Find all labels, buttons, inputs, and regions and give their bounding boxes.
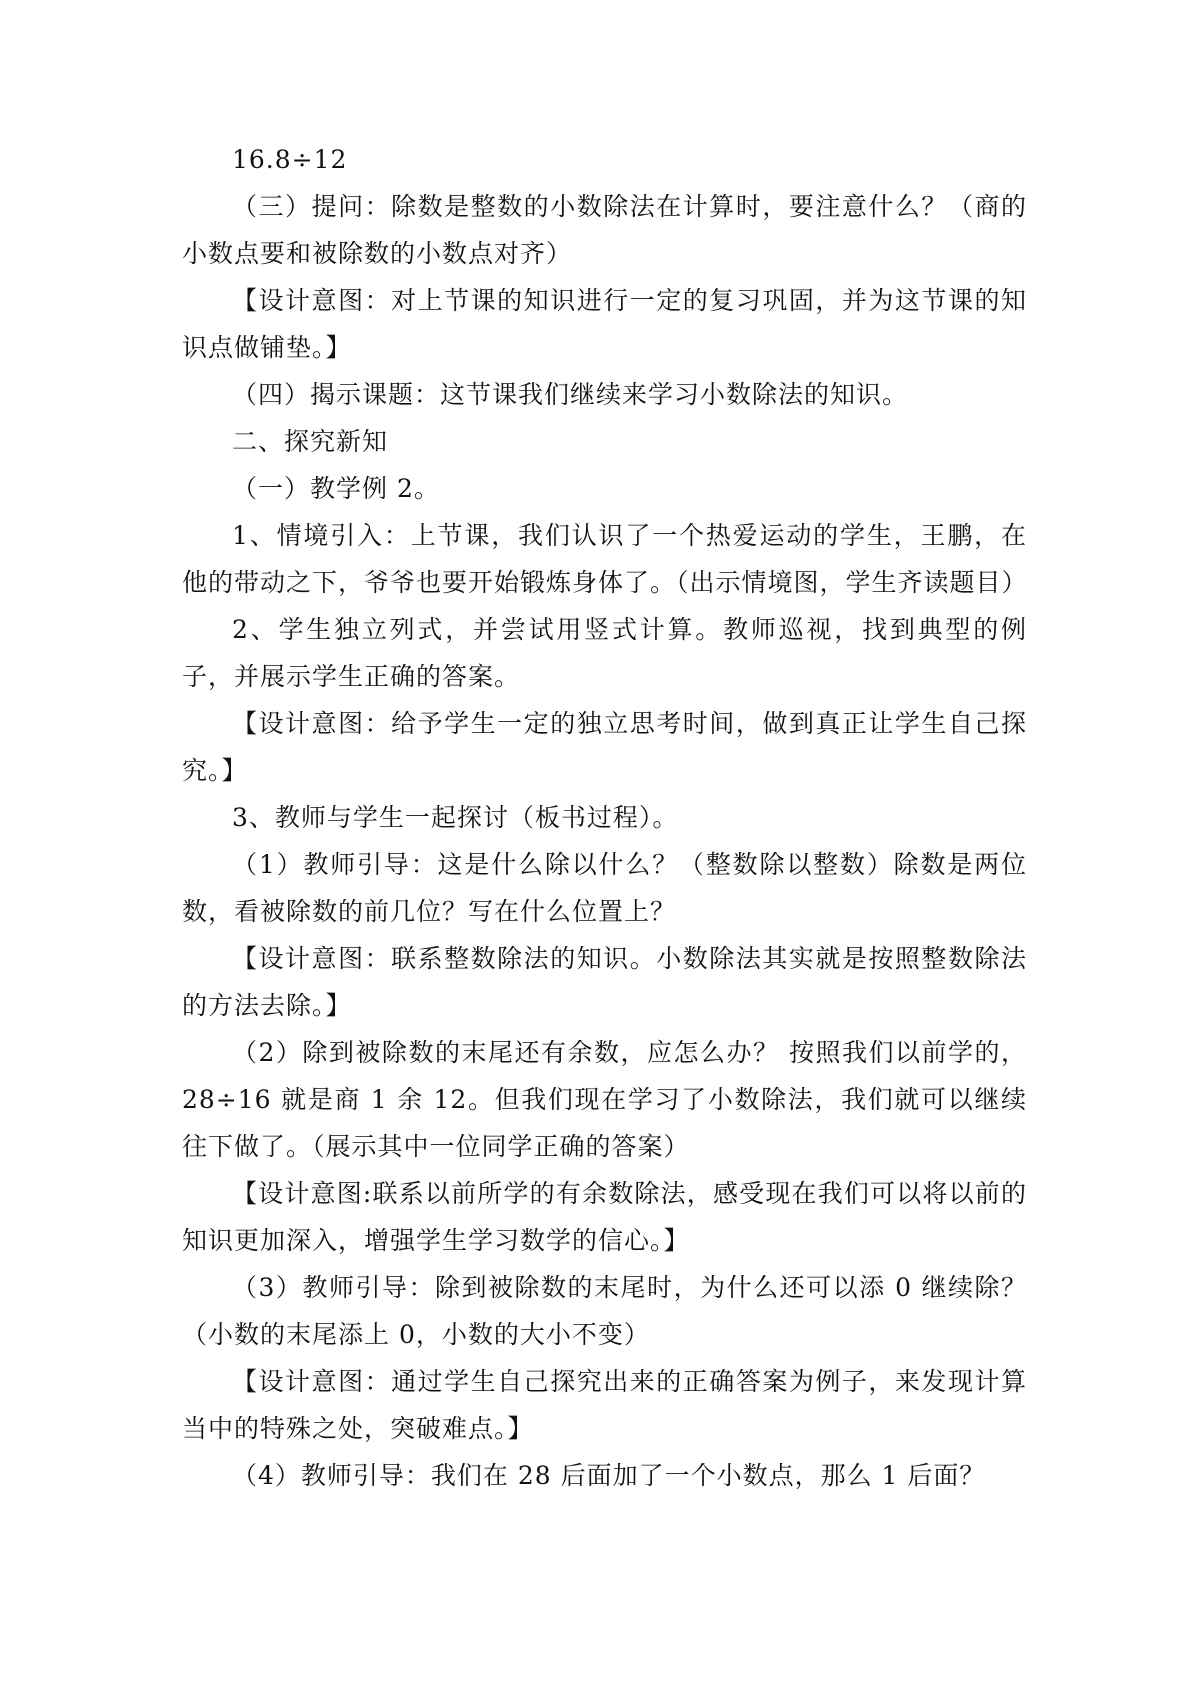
paragraph-design-intent: 【设计意图：给予学生一定的独立思考时间，做到真正让学生自己探究。】 (182, 709, 1027, 785)
paragraph-step-3: 3、教师与学生一起探讨（板书过程）。 (232, 803, 679, 832)
document-body (182, 136, 1027, 1499)
paragraph-substep-3: （3）教师引导：除到被除数的末尾时，为什么还可以添 0 继续除？（小数的末尾添上 0，小数的大小不变） (182, 1273, 1027, 1349)
paragraph-substep-2: （2）除到被除数的末尾还有余数，应怎么办？ 按照我们以前学的，28÷16 就是商 1 余 12。但我们现在学习了小数除法，我们就可以继续往下做了。（展示其中一位同学正确的答案） (182, 1038, 1027, 1161)
section-heading: 二、探究新知 (232, 427, 389, 456)
subsection-heading: （一）教学例 2。 (232, 474, 440, 503)
paragraph-substep-4: （4）教师引导：我们在 28 后面加了一个小数点，那么 1 后面？ (232, 1461, 986, 1490)
paragraph-design-intent: 【设计意图：通过学生自己探究出来的正确答案为例子，来发现计算当中的特殊之处，突破难点。】 (182, 1367, 1027, 1443)
paragraph-design-intent: 【设计意图：联系整数除法的知识。小数除法其实就是按照整数除法的方法去除。】 (182, 944, 1027, 1020)
paragraph-question-3: （三）提问：除数是整数的小数除法在计算时，要注意什么？（商的小数点要和被除数的小数点对齐） (182, 192, 1027, 268)
paragraph-design-intent: 【设计意图:联系以前所学的有余数除法，感受现在我们可以将以前的知识更加深入，增强学生学习数学的信心。】 (182, 1179, 1027, 1255)
paragraph-step-1: 1、情境引入：上节课，我们认识了一个热爱运动的学生，王鹏，在他的带动之下，爷爷也要开始锻炼身体了。（出示情境图，学生齐读题目） (182, 521, 1028, 597)
paragraph-expression: 16.8÷12 (232, 145, 348, 174)
paragraph-design-intent: 【设计意图：对上节课的知识进行一定的复习巩固，并为这节课的知识点做铺垫。】 (182, 286, 1027, 362)
paragraph-topic-reveal: （四）揭示课题：这节课我们继续来学习小数除法的知识。 (232, 380, 909, 409)
paragraph-substep-1: （1）教师引导：这是什么除以什么？（整数除以整数）除数是两位数，看被除数的前几位？写在什么位置上？ (182, 850, 1027, 926)
paragraph-step-2: 2、学生独立列式，并尝试用竖式计算。教师巡视，找到典型的例子，并展示学生正确的答案。 (182, 615, 1027, 691)
